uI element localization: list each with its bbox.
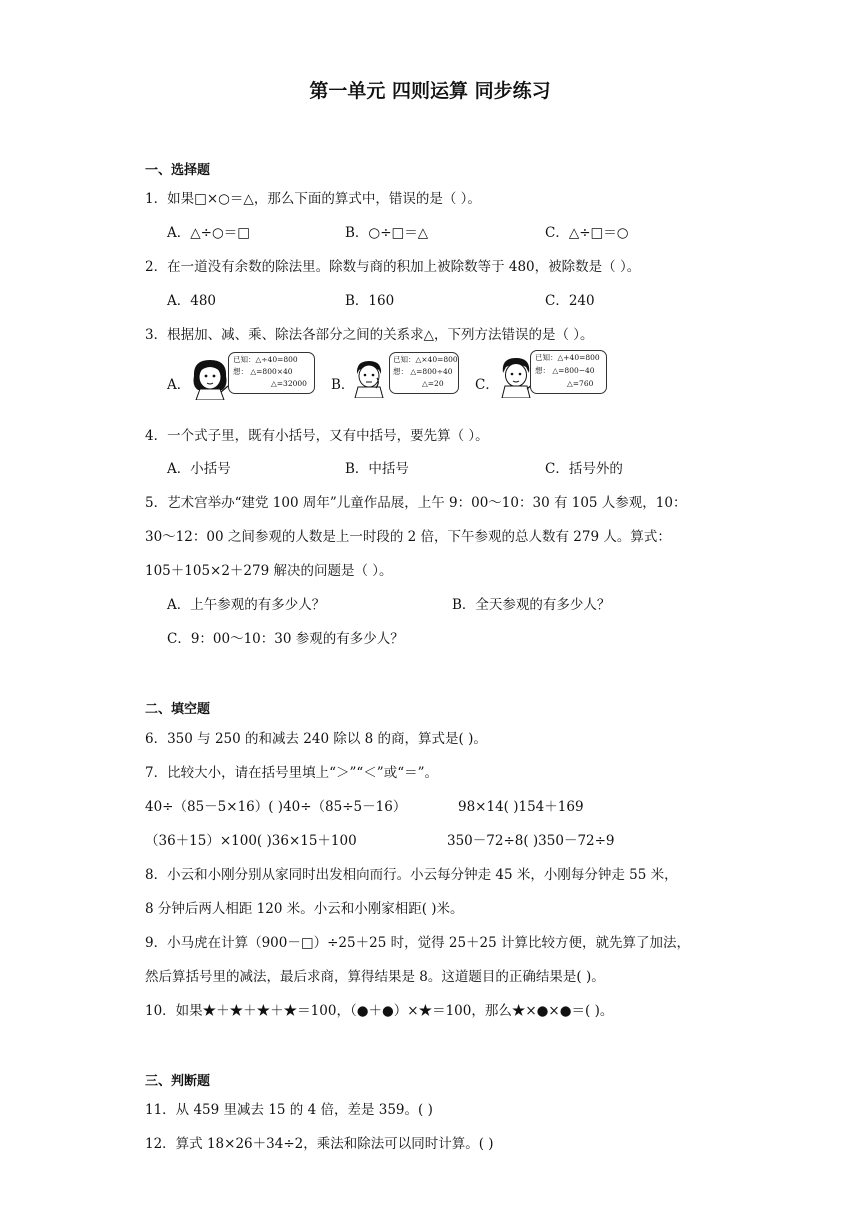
section-heading-judge: 三、判断题 <box>145 1074 211 1089</box>
question-2-option-b[interactable]: B．160 <box>345 293 395 309</box>
bubble-b-line-3: △=20 <box>422 379 444 388</box>
speech-bubble-c <box>530 350 607 394</box>
question-1-stem: 1．如果□×○＝△，那么下面的算式中，错误的是（ ）。 <box>145 191 481 207</box>
question-5-line-1: 5．艺术宫举办“建党 100 周年”儿童作品展，上午 9：00～10：30 有 105 人参观，10： <box>145 495 687 511</box>
question-12: 12．算式 18×26＋34÷2，乘法和除法可以同时计算。( ) <box>145 1136 494 1152</box>
question-2-stem: 2．在一道没有余数的除法里。除数与商的积加上被除数等于 480，被除数是（ ）。 <box>145 259 641 275</box>
bubble-a-line-1: 已知：△÷40=800 <box>233 355 298 364</box>
question-4-option-c[interactable]: C．括号外的 <box>545 461 623 477</box>
question-2-option-a[interactable]: A．480 <box>167 293 217 309</box>
question-3-option-b[interactable]: B． <box>331 377 355 393</box>
question-7-compare-4: 350－72÷8( )350－72÷9 <box>447 833 615 849</box>
question-4-stem: 4．一个式子里，既有小括号，又有中括号，要先算（ ）。 <box>145 428 489 444</box>
bubble-c-line-1: 已知：△+40=800 <box>535 353 600 362</box>
question-1-option-a[interactable]: A．△÷○＝□ <box>167 225 250 241</box>
question-9-line-1: 9．小马虎在计算（900－□）÷25＋25 时，觉得 25＋25 计算比较方便，就先算了加法， <box>145 935 691 951</box>
girl-figure-icon <box>188 356 232 400</box>
question-11: 11．从 459 里减去 15 的 4 倍，差是 359。( ) <box>145 1102 433 1118</box>
question-1-option-c[interactable]: C．△÷□＝○ <box>545 225 629 241</box>
question-8-line-2: 8 分钟后两人相距 120 米。小云和小刚家相距( )米。 <box>145 901 464 917</box>
question-3-option-a[interactable]: A． <box>167 377 191 393</box>
question-5-option-b[interactable]: B．全天参观的有多少人？ <box>452 597 611 613</box>
section-heading-fill: 二、填空题 <box>145 702 211 717</box>
section-heading-choice: 一、选择题 <box>145 163 211 178</box>
question-5-line-3: 105＋105×2＋279 解决的问题是（ ）。 <box>145 563 393 579</box>
bubble-c-line-2: 想： △=800−40 <box>535 366 595 375</box>
question-2-option-c[interactable]: C．240 <box>545 293 595 309</box>
page-title: 第一单元 四则运算 同步练习 <box>309 80 551 102</box>
question-7-stem: 7．比较大小，请在括号里填上“＞”“＜”或“＝”。 <box>145 765 438 781</box>
question-5-line-2: 30～12：00 之间参观的人数是上一时段的 2 倍，下午参观的总人数有 279 人。算式： <box>145 529 671 545</box>
question-9-line-2: 然后算括号里的减法，最后求商，算得结果是 8。这道题目的正确结果是( )。 <box>145 969 605 985</box>
question-8-line-1: 8．小云和小刚分别从家同时出发相向而行。小云每分钟走 45 米，小刚每分钟走 55 米， <box>145 867 678 883</box>
question-3-stem: 3．根据加、减、乘、除法各部分之间的关系求△，下列方法错误的是（ ）。 <box>145 327 594 343</box>
question-4-option-a[interactable]: A．小括号 <box>167 461 231 477</box>
bubble-b-line-2: 想： △=800÷40 <box>393 367 453 376</box>
question-4-option-b[interactable]: B．中括号 <box>345 461 409 477</box>
question-10: 10．如果★＋★＋★＋★＝100，（●＋●）×★＝100，那么★×●×●＝( )。 <box>145 1003 614 1019</box>
question-6: 6．350 与 250 的和减去 240 除以 8 的商，算式是( )。 <box>145 731 487 747</box>
bubble-b-line-1: 已知：△×40=800 <box>393 355 458 364</box>
bubble-a-line-3: △=32000 <box>271 379 307 388</box>
boy-thinking-figure-icon <box>350 358 388 398</box>
question-5-option-c[interactable]: C．9：00～10：30 参观的有多少人？ <box>167 631 404 647</box>
question-1-option-b[interactable]: B．○÷□＝△ <box>345 225 429 241</box>
speech-bubble-a <box>228 352 315 394</box>
question-7-compare-1: 40÷（85－5×16）( )40÷（85÷5－16） <box>145 799 407 815</box>
question-7-compare-3: （36＋15）×100( )36×15＋100 <box>145 833 357 849</box>
speech-bubble-b <box>389 352 459 394</box>
bubble-c-line-3: △=760 <box>567 379 594 388</box>
bubble-a-line-2: 想： △=800×40 <box>233 367 293 376</box>
question-5-option-a[interactable]: A．上午参观的有多少人？ <box>167 597 326 613</box>
question-3-option-c[interactable]: C． <box>475 377 499 393</box>
question-7-compare-2: 98×14( )154＋169 <box>458 799 584 815</box>
